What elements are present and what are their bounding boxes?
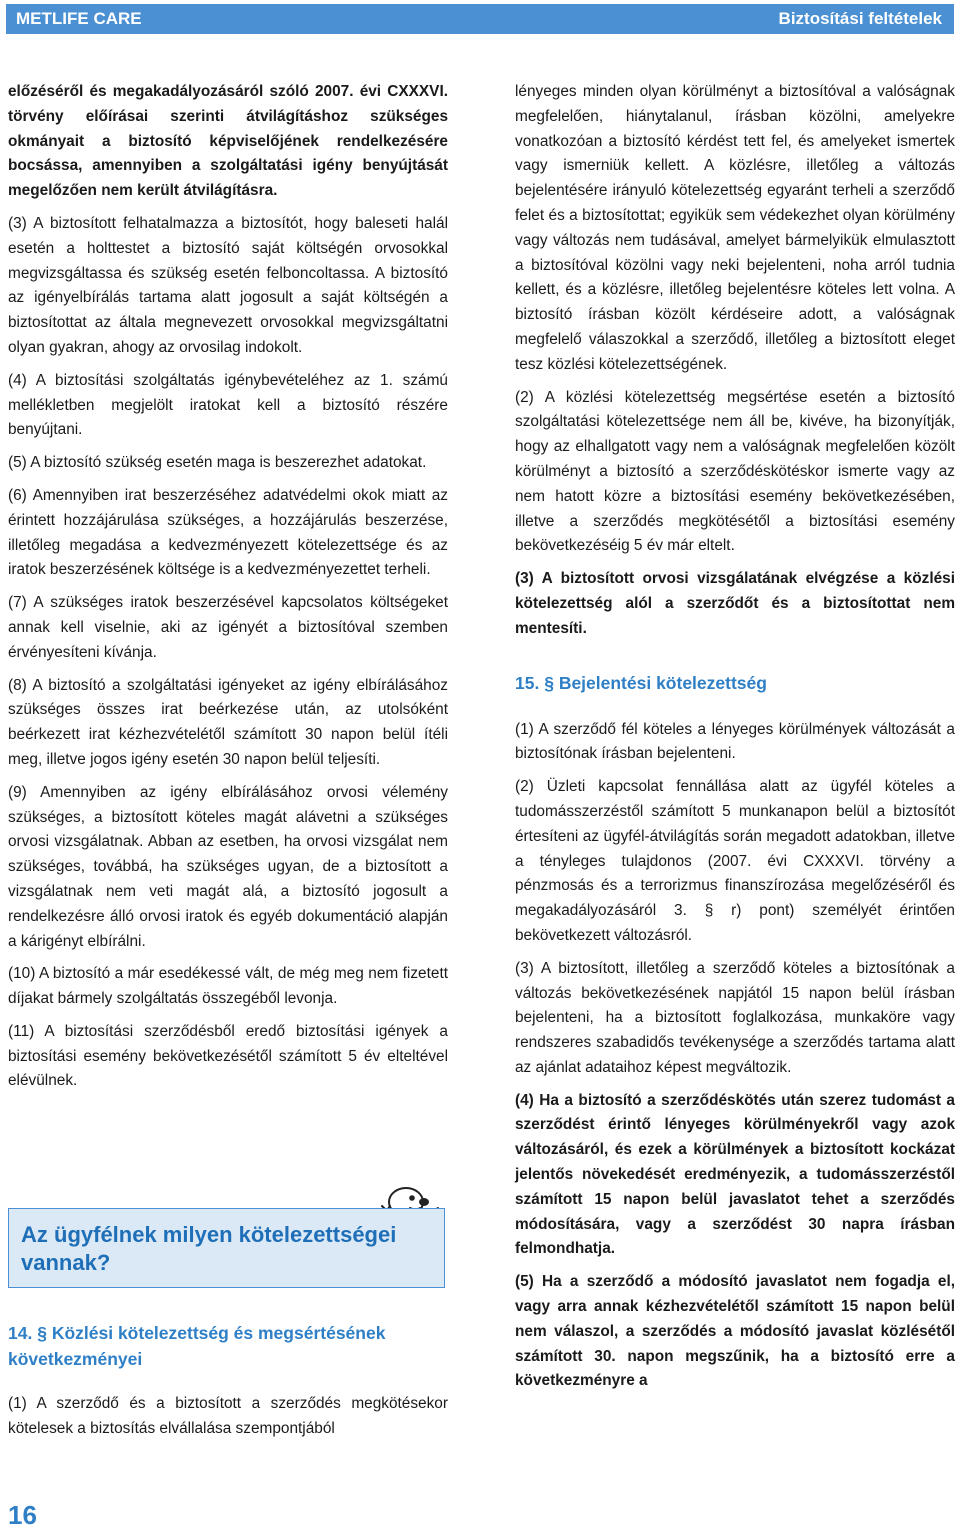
section-title: Bejelentési kötelezettség: [558, 672, 767, 693]
page-header: [6, 4, 954, 34]
paragraph: (3) A biztosított orvosi vizsgálatának elvégzése a közlési kötelezettség alól a szerződőt és a biztosítottat nem mentesíti.: [515, 570, 955, 637]
paragraph-sign: §: [544, 672, 554, 693]
section-heading: [8, 1320, 448, 1372]
section-heading: [515, 670, 955, 696]
page-number: 16: [8, 1500, 37, 1530]
callout-text: Az ügyfélnek milyen kötelezettségei vannak?: [21, 1222, 397, 1275]
left-column: [8, 80, 448, 1094]
paragraph: (4) Ha a biztosító a szerződéskötés után szerez tudomást a szerződést érintő lényeges körülményekről vagy azok változásáról, és ezek a körülmények a biztosított kockázat jelentős növekedését eredményezik, a tudomásszerzéstől számított 15 napon belül javaslatot tehet a szerződés módosítására, vagy a szerződést 30 napra írásban felmondhatja.: [515, 1091, 955, 1258]
paragraph: (5) Ha a szerződő a módosító javaslatot nem fogadja el, vagy arra annak kézhezvételétől számított 15 napon belül nem válaszol, a szerződés a módosító javaslat közlésétől számított 30. napon megszűnik, ha a biztosító erre a következményre a: [515, 1273, 955, 1390]
paragraph: (2) Üzleti kapcsolat fennállása alatt az ügyfél köteles a tudomásszerzéstől számított 5 munkanapon belül a biztosítót értesíteni az ügyfél-átvilágítás során megadott adatokban, illetve a tényleges tulajdonos (2007. évi CXXXVI. törvény a pénzmosás és a terrorizmus finanszírozása megelőzéséről és megakadályozásáról 3. § r) pont) személyét érintően bekövetkezett változásról.: [515, 778, 955, 944]
paragraph: (7) A szükséges iratok beszerzésével kapcsolatos költségeket annak kell viselnie, aki az igényét a biztosítóval szemben érvényesíteni kívánja.: [8, 594, 448, 661]
callout-box: [8, 1208, 445, 1288]
section-number: 15.: [515, 672, 540, 693]
section-title: Közlési kötelezettség és megsértésének következményei: [8, 1323, 386, 1369]
paragraph: (9) Amennyiben az igény elbírálásához orvosi vélemény szükséges, a biztosított köteles magát alávetni a szükséges orvosi vizsgálatnak. Abban az esetben, ha orvosi vizsgálat nem szükséges, továbbá, ha szükséges ugyan, de a biztosított a vizsgálatnak nem veti magát alá, a biztosító jogosult a rendelkezésre álló orvosi iratok és egyéb dokumentáció alapján a kárigényt elbírálni.: [8, 783, 448, 950]
paragraph: előzéséről és megakadályozásáról szóló 2007. évi CXXXVI. törvény előírásai szerinti átvilágításhoz szükséges okmányait a biztosító képviselőjének rendelkezésére bocsássa, amennyiben a szolgáltatási igény benyújtását megelőzően nem került átvilágításra.: [8, 83, 448, 200]
paragraph-sign: §: [37, 1323, 47, 1343]
paragraph: lényeges minden olyan körülményt a biztosítóval a valóságnak megfelelően, hiánytalanul, írásban közölni, amelyekre vonatkozóan a biztosító kérdést tett fel, és amelyeket ismertek vagy ismerniük kellett. A közlésre, illetőleg a változás bejelentésére irányuló kötelezettség egyaránt terheli a szerződő felet és a biztosítottat; egyikük sem védekezhet olyan körülmény vagy változás nem tudásával, amelyet bármelyikük elmulasztott a biztosítóval közölni vagy neki bejelenteni, noha arról tudnia kellett, és a közlésre, illetőleg bejelentésre köteles lett volna. A biztosító írásban közölt kérdéseire adott, a valóságnak megfelelő válaszokkal a szerződő, illetőleg a biztosított eleget tesz közlési kötelezettségének.: [515, 83, 955, 373]
paragraph: (10) A biztosító a már esedékessé vált, de még meg nem fizetett díjakat bármely szolgáltatás összegéből levonja.: [8, 965, 448, 1008]
section-number: 14.: [8, 1323, 33, 1343]
paragraph: (8) A biztosító a szolgáltatási igényeket az igény elbírálásához szükséges összes irat beérkezése után, az utolsóként beérkezett irat kézhezvételétől számított 30 napon belül ítéli meg, illetve jogos igény esetén 30 napon belül teljesíti.: [8, 676, 448, 768]
paragraph: (5) A biztosító szükség esetén maga is beszerezhet adatokat.: [8, 454, 427, 472]
paragraph: (2) A közlési kötelezettség megsértése esetén a biztosító szolgáltatási kötelezettsége nem áll be, kivéve, ha bizonyítják, hogy az elhallgatott vagy nem a valóságnak megfelelően közölt körülményt a biztosító a szerződéskötéskor ismerte vagy az nem hatott közre a biztosítási esemény bekövetkezésében, illetve a szerződés megkötésétől a biztosítási esemény bekövetkezéséig 5 év már eltelt.: [515, 388, 955, 555]
section-14: [8, 1320, 448, 1457]
paragraph: (6) Amennyiben irat beszerzéséhez adatvédelmi okok miatt az érintett hozzájárulása szükséges, a hozzájárulás beszerzése, illetőleg megadása a kedvezményezett kötelezettsége és az iratok beszerzésének költsége is a kedvezményezettet terheli.: [8, 486, 448, 579]
paragraph: (4) A biztosítási szolgáltatás igénybevételéhez az 1. számú mellékletben megjelölt iratokat kell a biztosító részére benyújtani.: [8, 371, 448, 439]
right-column: [515, 80, 955, 1394]
header-brand: METLIFE CARE: [16, 9, 142, 28]
paragraph: (1) A szerződő fél köteles a lényeges körülmények változását a biztosítónak írásban bejelenteni.: [515, 720, 955, 763]
header-doc-title: Biztosítási feltételek: [778, 9, 942, 28]
paragraph: (11) A biztosítási szerződésből eredő biztosítási igények a biztosítási esemény bekövetkezésétől számított 5 év elteltével elévülnek.: [8, 1022, 448, 1090]
paragraph: (1) A szerződő és a biztosított a szerződés megkötésekor kötelesek a biztosítás elvállalása szempontjából: [8, 1395, 448, 1437]
paragraph: (3) A biztosított felhatalmazza a biztosítót, hogy baleseti halál esetén a holttestet a biztosító saját költségén orvosokkal megvizsgáltassa és szükség esetén felboncoltassa. A biztosító az igényelbírálás tartama alatt jogosult a saját költségén a biztosítottat az általa megnevezett orvosokkal megvizsgáltatni olyan gyakran, ahogy az orvosilag indokolt.: [8, 214, 448, 356]
paragraph: (3) A biztosított, illetőleg a szerződő köteles a biztosítónak a változás bekövetkezésének napjától 15 napon belül írásban bejelenteni, ha a biztosított foglalkozása, munkaköre vagy rendszeres szabadidős tevékenysége a szerződés tartama alatt az ajánlat adataihoz képest megváltozik.: [515, 959, 955, 1076]
